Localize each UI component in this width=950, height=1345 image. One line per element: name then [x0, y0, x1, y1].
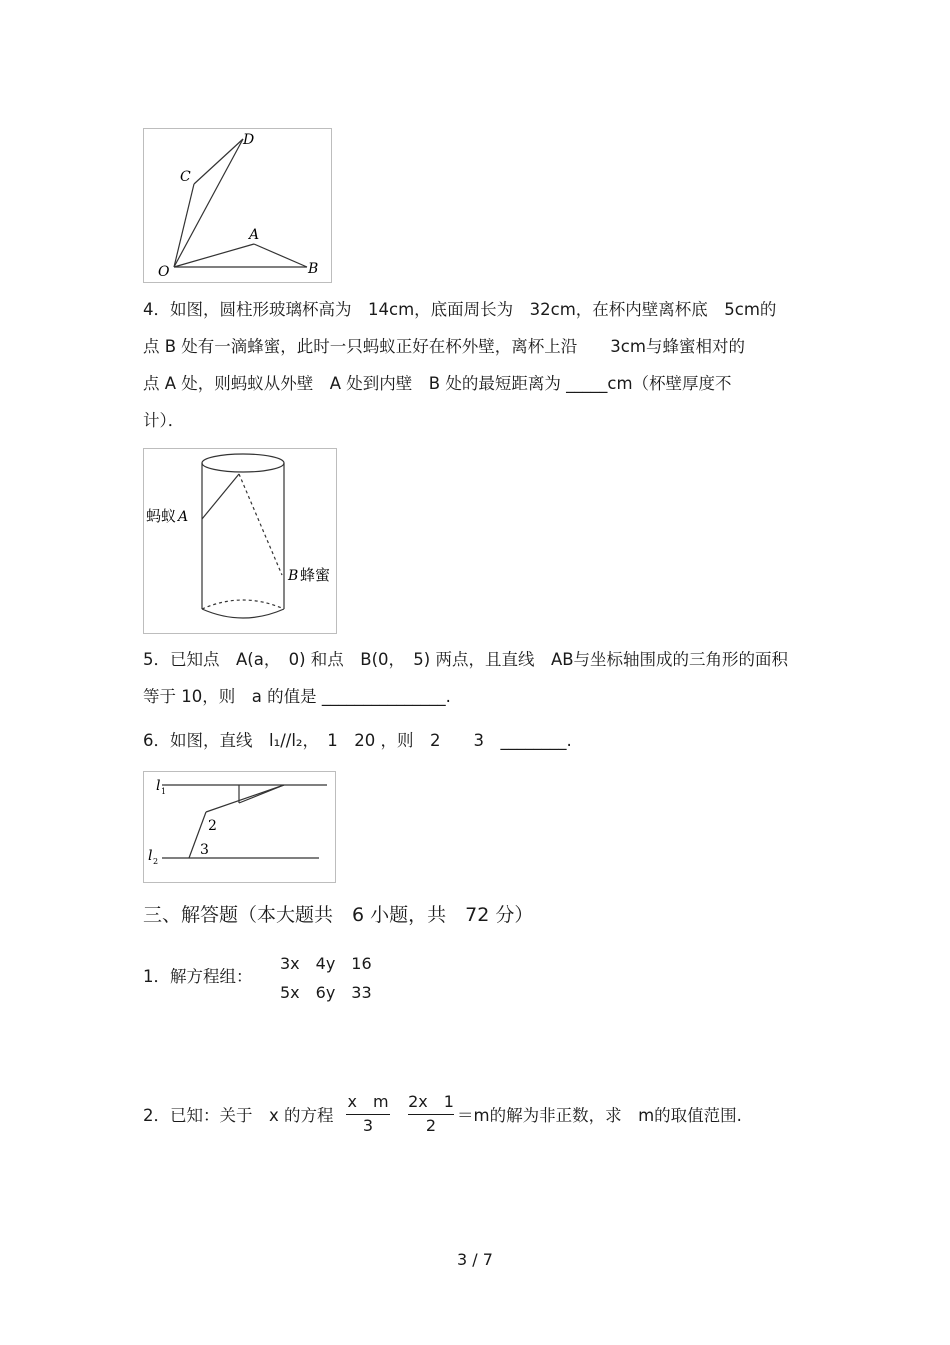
figure-cylinder — [143, 448, 337, 634]
p2-fraction-1 — [346, 1093, 390, 1135]
q5-line-1: 5．已知点 A(a， 0) 和点 B(0， 5) 两点，且直线 AB与坐标轴围成的三角形的面积 — [143, 650, 789, 669]
p1-equation-1: 3x 4y 16 — [280, 954, 372, 973]
label-a: A — [249, 227, 260, 243]
p2-fraction-2 — [408, 1093, 454, 1135]
fraction-1-denominator: 3 — [362, 1116, 374, 1135]
figure-parallel-lines — [143, 771, 336, 883]
label-d: D — [243, 132, 255, 148]
label-o: O — [158, 264, 170, 280]
q4-line-4: 计）． — [143, 411, 185, 430]
fraction-2-denominator: 2 — [425, 1116, 437, 1135]
honey-label: 蜂蜜 — [300, 566, 331, 584]
fraction-2-numerator: 2x 1 — [408, 1092, 454, 1111]
ant-point-a: A — [178, 509, 189, 525]
p1-equation-2: 5x 6y 33 — [280, 983, 372, 1002]
section-title: 三、解答题（本大题共 6 小题，共 72 分） — [143, 904, 534, 926]
q4-line-1: 4．如图，圆柱形玻璃杯高为 14cm，底面周长为 32cm，在杯内壁离杯底 5cm的 — [143, 300, 777, 319]
ant-label: 蚂蚁 — [146, 507, 177, 525]
q4-line-3: 点 A 处，则蚂蚁从外壁 A 处到内壁 B 处的最短距离为 _____cm（杯壁厚度不 — [143, 374, 732, 393]
angle-2-label: 2 — [208, 818, 217, 834]
fraction-2-bar — [408, 1114, 454, 1115]
q6-text: 6．如图，直线 l₁//l₂， 1 20 ，则 2 3 ________. — [143, 731, 572, 750]
page-number: 3 / 7 — [457, 1250, 493, 1269]
p2-suffix: ＝m的解为非正数，求 m的取值范围. — [457, 1106, 742, 1125]
fraction-1-bar — [346, 1114, 390, 1115]
line-l2-sub: 2 — [153, 857, 159, 866]
q5-line-2: 等于 10，则 a 的值是 _______________. — [143, 687, 451, 706]
fraction-1-numerator: x m — [347, 1092, 389, 1111]
honey-point-b: B — [288, 568, 299, 584]
label-c: C — [180, 169, 191, 185]
p1-label: 1．解方程组： — [143, 967, 253, 986]
p2-prefix: 2．已知：关于 x 的方程 — [143, 1106, 334, 1125]
line-l1: l — [156, 778, 161, 794]
label-b: B — [308, 261, 319, 277]
line-l1-sub: 1 — [161, 787, 167, 796]
figure-vectors — [143, 128, 332, 283]
angle-3-label: 3 — [200, 842, 209, 858]
line-l2: l — [148, 848, 153, 864]
q4-line-2: 点 B 处有一滴蜂蜜，此时一只蚂蚁正好在杯外壁，离杯上沿 3cm与蜂蜜相对的 — [143, 337, 745, 356]
